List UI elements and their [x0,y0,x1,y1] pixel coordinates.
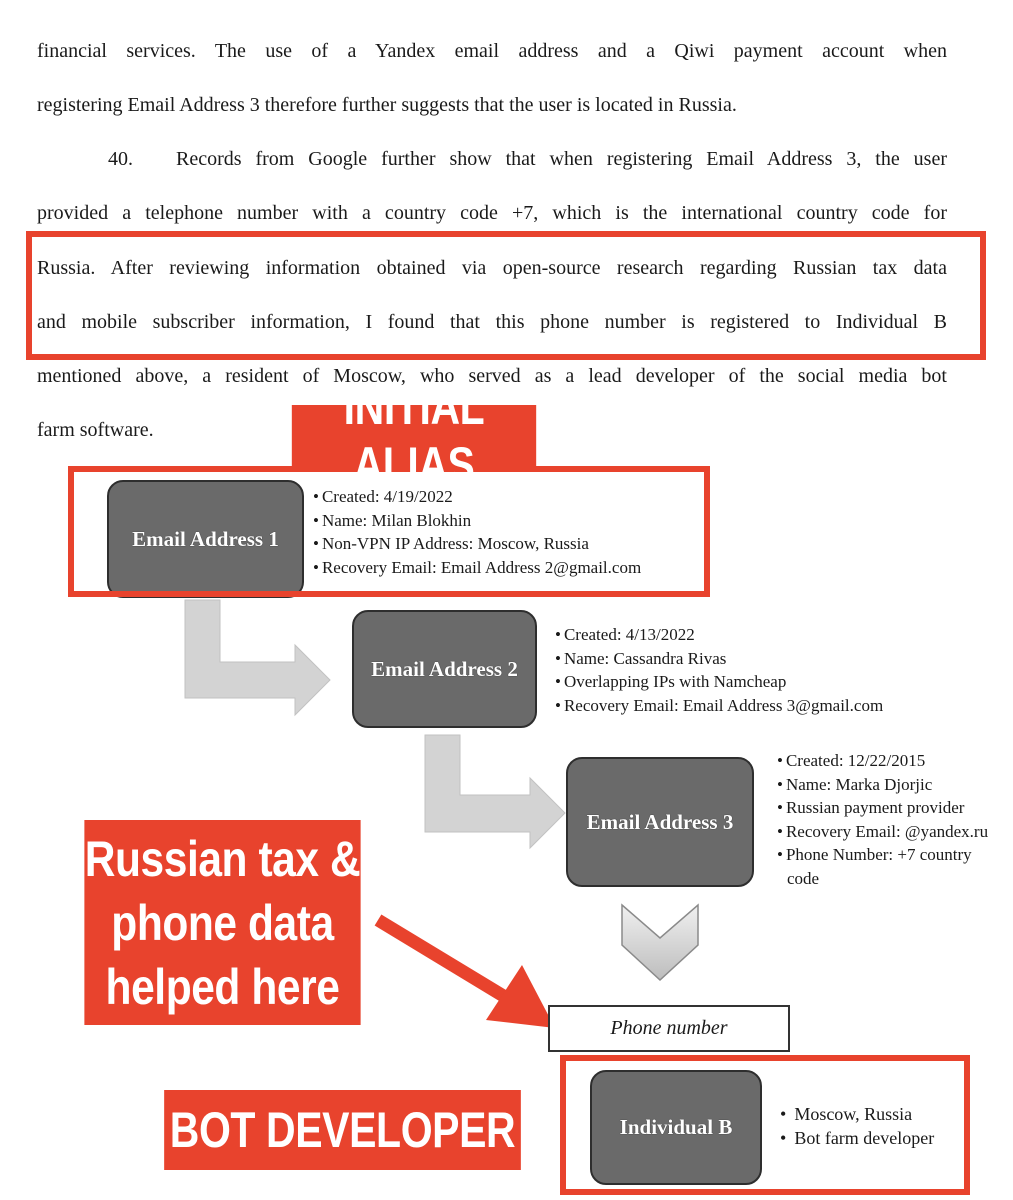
phone-number-label: Phone number [610,1017,728,1039]
phone-number-box [548,1005,790,1052]
detail-item: • Created: 12/22/2015 [777,751,926,770]
detail-item: • Moscow, Russia [780,1104,913,1124]
doc-line-5: Russia. After reviewing information obtained via open-source research regarding Russian tax data [37,257,947,279]
doc-line-3: Records from Google further show that when registering Email Address 3, the user [176,148,947,170]
paragraph-number: 40. [108,148,133,170]
email-address-2-label: Email Address 2 [371,656,518,681]
email-address-3-label: Email Address 3 [586,809,734,834]
detail-item: • Created: 4/13/2022 [555,625,695,644]
doc-line-4: provided a telephone number with a country code +7, which is the international country code for [37,202,947,224]
email-address-1-label: Email Address 1 [132,526,279,551]
callout-line-3: helped here [105,958,340,1015]
doc-line-2: registering Email Address 3 therefore further suggests that the user is located in Russia. [37,94,737,116]
bot-developer-box [560,1055,970,1195]
bot-developer-banner: BOT DEVELOPER [164,1090,521,1170]
detail-item: • Recovery Email: Email Address 3@gmail.com [555,695,884,715]
doc-line-8: farm software. [37,419,154,441]
callout-line-1: Russian tax & [84,830,361,887]
detail-item: • Name: Cassandra Rivas [555,648,727,668]
doc-line-6: and mobile subscriber information, I found that this phone number is registered to Individual B [37,311,947,333]
detail-item: • Overlapping IPs with Namcheap [555,672,787,691]
detail-item: • Recovery Email: @yandex.ru [777,821,989,841]
detail-item: • Bot farm developer [780,1127,935,1148]
detail-item: • Non-VPN IP Address: Moscow, Russia [313,534,589,553]
doc-line-7: mentioned above, a resident of Moscow, who served as a lead developer of the social media bot [37,365,947,387]
detail-item: • Phone Number: +7 country [777,845,972,864]
detail-item: code [787,868,820,888]
detail-item: • Recovery Email: Email Address 2@gmail.com [313,557,642,577]
initial-alias-banner: INITIAL ALIAS [292,405,536,467]
callout-line-2: phone data [111,894,334,951]
detail-item: • Created: 4/19/2022 [313,487,453,506]
doc-line-1: financial services. The use of a Yandex email address and a Qiwi payment account when [37,40,947,62]
detail-item: • Name: Marka Djorjic [777,774,933,794]
detail-item: • Russian payment provider [777,798,965,817]
individual-b-label: Individual B [619,1115,733,1139]
detail-item: • Name: Milan Blokhin [313,510,472,530]
